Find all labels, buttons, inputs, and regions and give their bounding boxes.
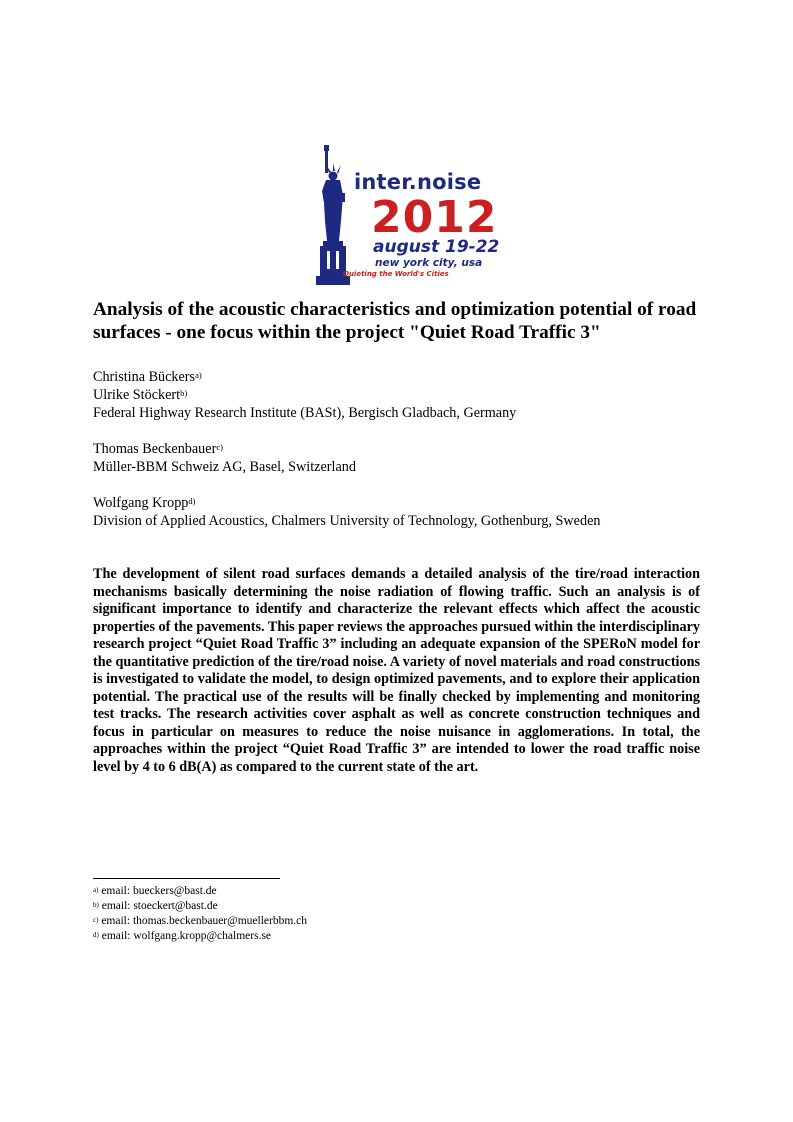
author-line bbox=[93, 440, 713, 458]
conference-city: new york city, usa bbox=[375, 257, 483, 269]
author-group-chalmers bbox=[93, 494, 713, 530]
author-name: Thomas Beckenbauer bbox=[93, 441, 217, 457]
abstract: The development of silent road surfaces demands a detailed analysis of the tire/road interaction mechanisms basically determining the noise radiation of flowing traffic. Such an analysis is of significant importance to identify and characterize the relevant effects which affect the acoustic properties of the pavements. This paper reviews the approaches pursued within the interdisciplinary research project “Quiet Road Traffic 3” including an adequate expansion of the SPERoN model for the quantitative prediction of the tire/road noise. A variety of novel materials and road constructions is investigated to validate the model, to design optimized pavements, and to explore their application potential. The practical use of the results will be finally checked by implementing and monitoring test tracks. The research activities cover asphalt as well as concrete construction techniques and focus in particular on measures to reduce the noise nuisance in agglomerations. In total, the approaches within the project “Quiet Road Traffic 3” are intended to lower the road traffic noise level by 4 to 6 dB(A) as compared to the current state of the art. bbox=[93, 566, 700, 775]
footnote-email: email: wolfgang.kropp@chalmers.se bbox=[98, 930, 272, 942]
author-block bbox=[93, 368, 713, 548]
author-name: Christina Bückers bbox=[93, 369, 196, 385]
conference-logo bbox=[313, 143, 500, 285]
author-line bbox=[93, 386, 713, 404]
footnotes bbox=[93, 884, 307, 944]
footnote bbox=[93, 884, 307, 899]
affiliation: Federal Highway Research Institute (BASt), Bergisch Gladbach, Germany bbox=[93, 405, 517, 421]
footnote-divider bbox=[93, 878, 280, 879]
conference-name: inter.noise bbox=[354, 170, 482, 194]
conference-year: 2012 bbox=[371, 192, 498, 243]
footnote bbox=[93, 929, 307, 944]
footnote bbox=[93, 899, 307, 914]
author-line bbox=[93, 368, 713, 386]
affiliation: Division of Applied Acoustics, Chalmers University of Technology, Gothenburg, Sweden bbox=[93, 513, 601, 529]
author-mark: a) bbox=[195, 370, 202, 380]
conference-dates: august 19-22 bbox=[373, 237, 500, 257]
author-group-mueller-bbm bbox=[93, 440, 713, 476]
author-name: Wolfgang Kropp bbox=[93, 495, 189, 511]
paper-title: Analysis of the acoustic characteristics and optimization potential of road surfaces - one focus within the project "Quiet Road Traffic 3" bbox=[93, 299, 697, 343]
author-mark: d) bbox=[188, 496, 196, 506]
author-mark: b) bbox=[180, 388, 188, 398]
author-group-bast bbox=[93, 368, 713, 422]
conference-tagline: Quieting the World's Cities bbox=[343, 270, 449, 278]
affiliation: Müller-BBM Schweiz AG, Basel, Switzerland bbox=[93, 459, 356, 475]
author-mark: c) bbox=[216, 442, 223, 452]
author-line bbox=[93, 494, 713, 512]
footnote-email: email: thomas.beckenbauer@muellerbbm.ch bbox=[98, 915, 308, 927]
statue-of-liberty-icon bbox=[313, 143, 373, 285]
footnote bbox=[93, 914, 307, 929]
footnote-mark: c) bbox=[93, 916, 99, 924]
footnote-mark: a) bbox=[93, 886, 99, 894]
footnote-email: email: stoeckert@bast.de bbox=[98, 900, 218, 912]
footnote-mark: d) bbox=[93, 931, 99, 939]
footnote-mark: b) bbox=[93, 901, 99, 909]
footnote-email: email: bueckers@bast.de bbox=[98, 885, 217, 897]
author-name: Ulrike Stöckert bbox=[93, 387, 181, 403]
